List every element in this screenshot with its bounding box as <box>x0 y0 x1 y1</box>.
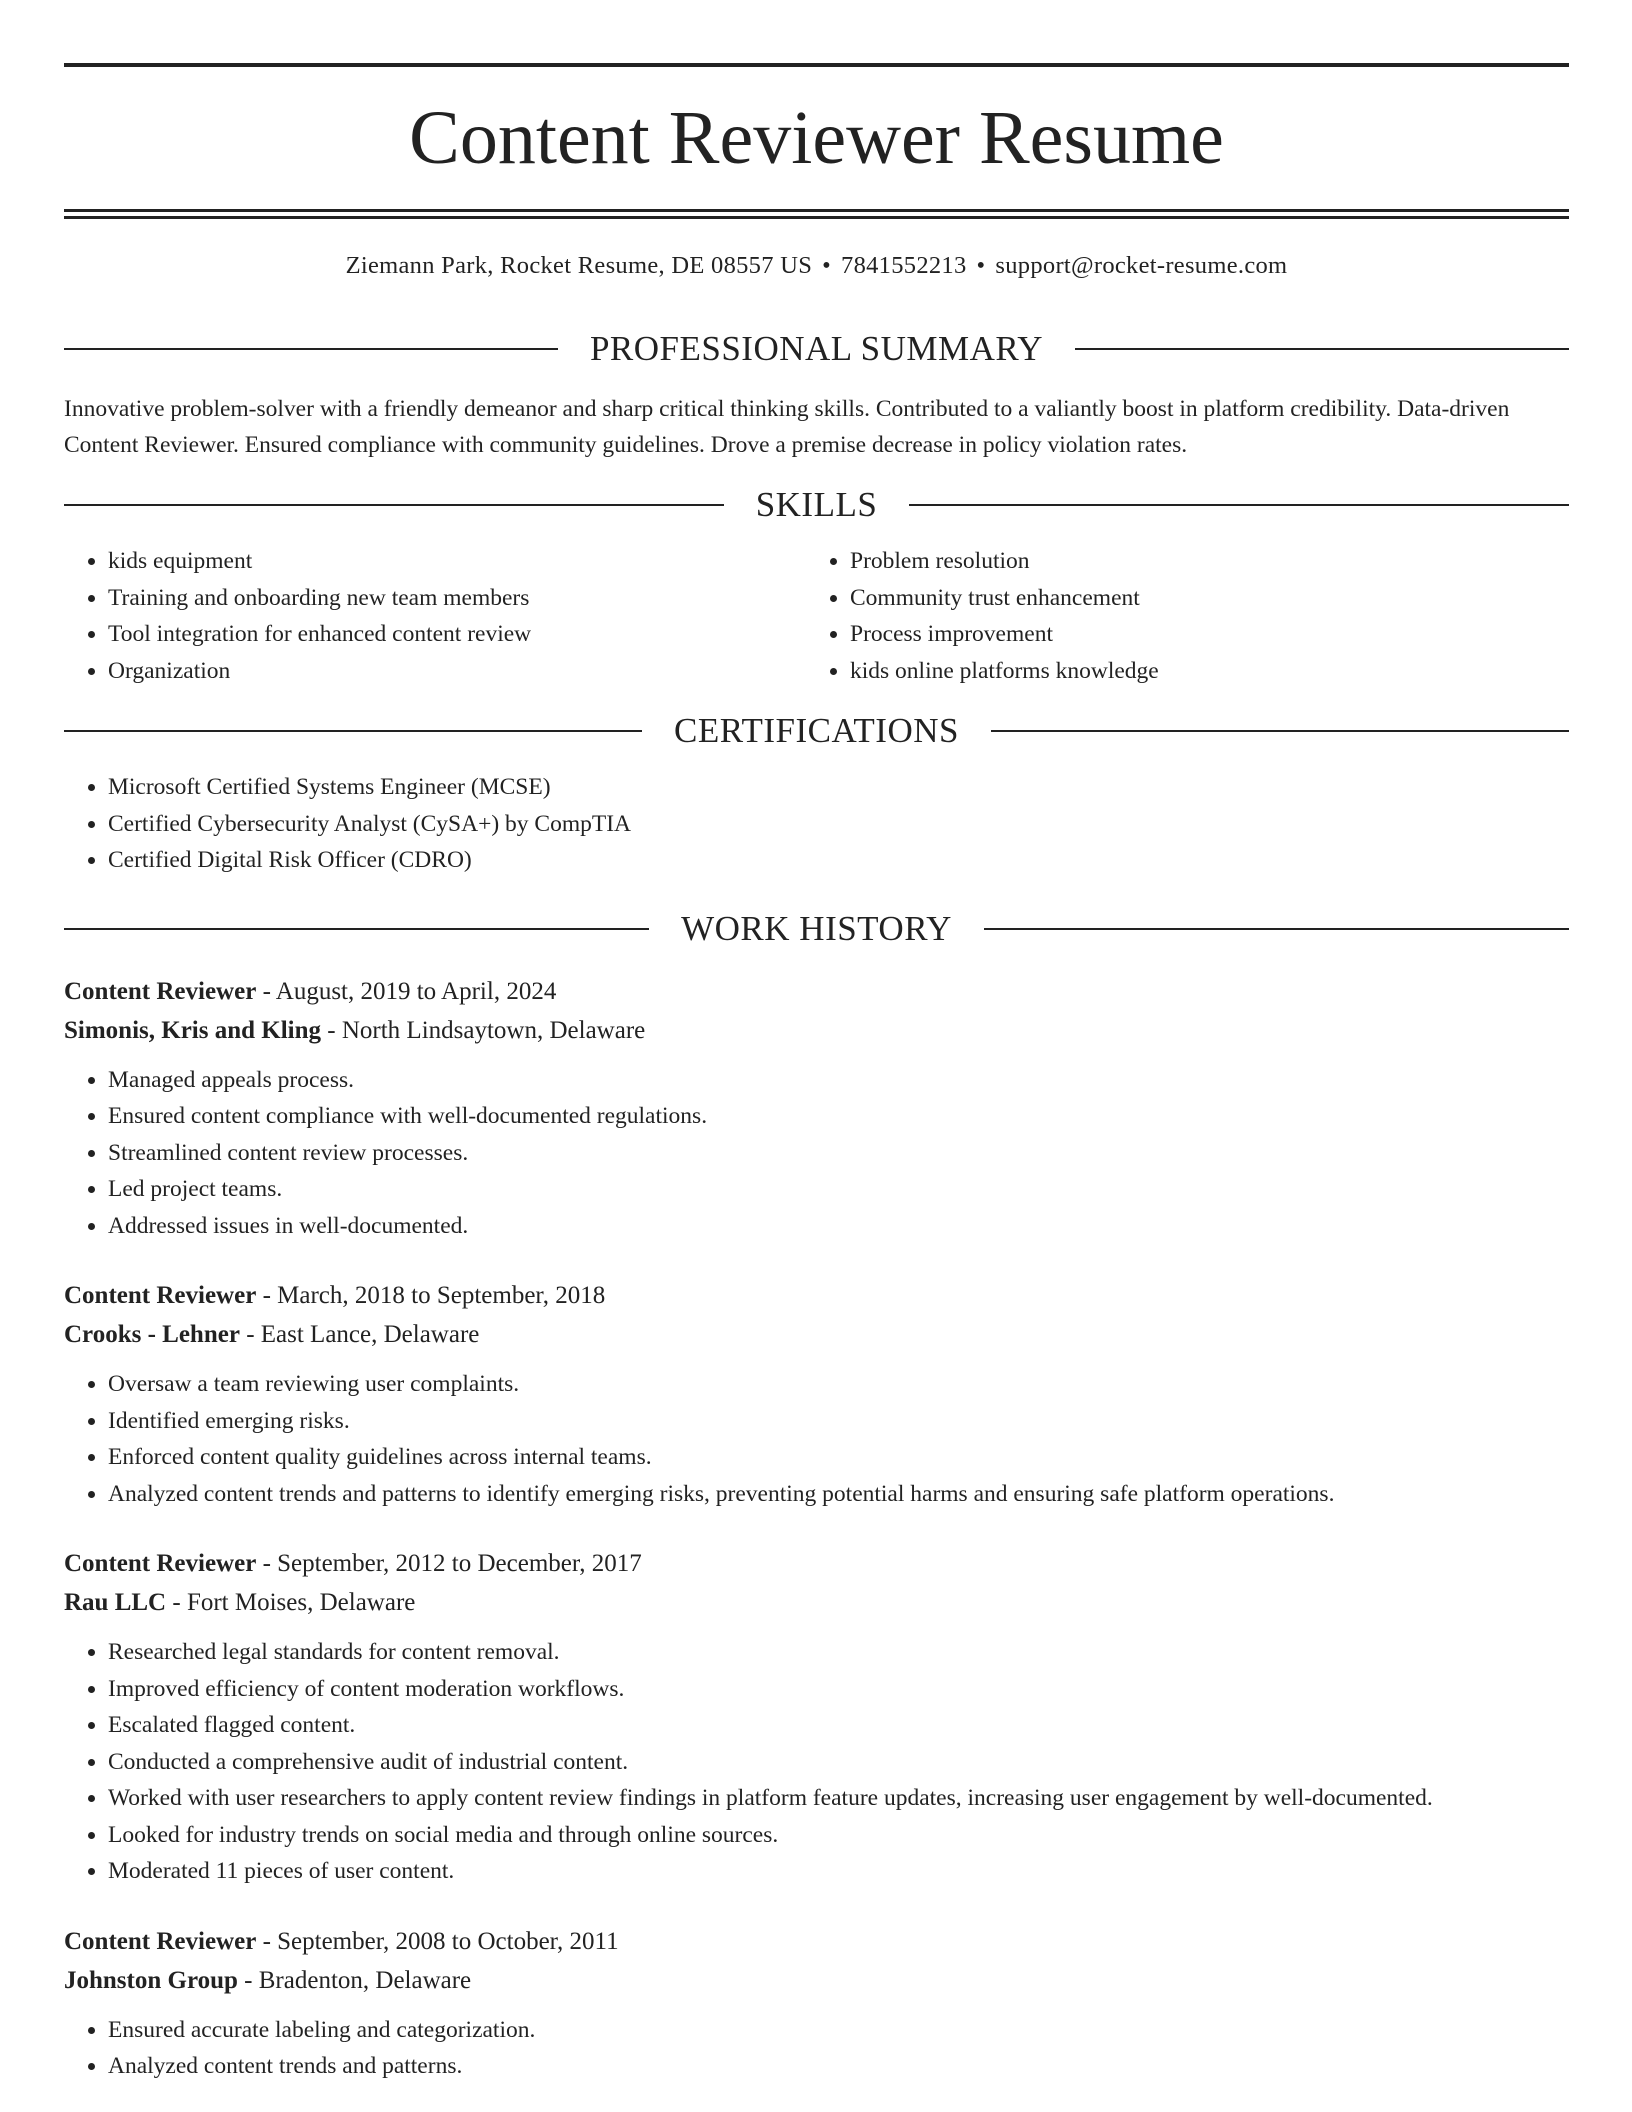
heading-rule-left <box>64 348 558 350</box>
job-company-line <box>64 1961 1569 2000</box>
job-company-line <box>64 1011 1569 1050</box>
contact-phone: 7841552213 <box>841 252 967 279</box>
skill-item: • kids equipment <box>108 543 806 580</box>
job-bullet: • Looked for industry trends on social media and through online sources. <box>108 1817 1569 1854</box>
top-rule <box>64 63 1569 67</box>
certification-item: • Certified Digital Risk Officer (CDRO) <box>108 842 1569 879</box>
job-bullet: • Conducted a comprehensive audit of industrial content. <box>108 1744 1569 1781</box>
section-heading-skills <box>64 485 1569 525</box>
job-company-line <box>64 1583 1569 1622</box>
section-heading-certifications <box>64 711 1569 751</box>
job-bullet: • Identified emerging risks. <box>108 1403 1569 1440</box>
section-heading-summary <box>64 329 1569 369</box>
job-bullet: • Moderated 11 pieces of user content. <box>108 1853 1569 1890</box>
job-location: - Fort Moises, Delaware <box>166 1589 416 1616</box>
job-title: Content Reviewer <box>64 1282 257 1309</box>
job-bullets <box>64 1634 1569 1890</box>
job-dates: - September, 2008 to October, 2011 <box>256 1927 619 1955</box>
job-bullet: • Worked with user researchers to apply content review findings in platform feature updates, increasing user engagement by well-documented. <box>108 1780 1569 1817</box>
job-company: Crooks - Lehner <box>64 1321 240 1348</box>
heading-rule-right <box>909 504 1569 506</box>
job-title-line <box>64 1276 1569 1315</box>
job-title: Content Reviewer <box>64 1550 257 1577</box>
heading-rule-right <box>991 730 1569 732</box>
job-title-line <box>64 972 1569 1011</box>
job-bullet: • Led project teams. <box>108 1171 1569 1208</box>
job-bullet: • Managed appeals process. <box>108 1062 1569 1099</box>
job-title: Content Reviewer <box>64 1927 257 1955</box>
certifications-list <box>64 769 1569 879</box>
job-title-line <box>64 1922 1569 1961</box>
job-bullet: • Ensured accurate labeling and categorization. <box>108 2012 1569 2049</box>
job-bullet: • Improved efficiency of content moderation workflows. <box>108 1671 1569 1708</box>
job-dates: - September, 2012 to December, 2017 <box>256 1550 642 1577</box>
job-title-line <box>64 1544 1569 1583</box>
job-location: - East Lance, Delaware <box>239 1321 480 1348</box>
job-entry <box>64 1922 1569 2085</box>
skill-item: • Process improvement <box>850 616 1548 653</box>
heading-rule-right <box>1075 348 1569 350</box>
job-bullet: • Analyzed content trends and patterns. <box>108 2048 1569 2085</box>
section-heading-work-history <box>64 909 1569 949</box>
job-entry <box>64 1544 1569 1890</box>
job-location: - Bradenton, Delaware <box>237 1966 472 1994</box>
job-bullet: • Oversaw a team reviewing user complaints. <box>108 1366 1569 1403</box>
section-title: PROFESSIONAL SUMMARY <box>589 329 1044 368</box>
heading-rule-left <box>64 928 649 930</box>
job-company: Rau LLC <box>64 1589 167 1616</box>
job-entry <box>64 1276 1569 1512</box>
resume-page <box>64 63 1569 2085</box>
contact-line <box>64 251 1569 281</box>
section-title: WORK HISTORY <box>681 908 952 948</box>
heading-rule-right <box>984 928 1569 930</box>
certification-item: • Certified Cybersecurity Analyst (CySA+) by CompTIA <box>108 806 1569 843</box>
heading-rule-left <box>64 730 642 732</box>
summary-text: Innovative problem-solver with a friendly demeanor and sharp critical thinking skills. Contributed to a valiantly boost in platform credibility. Data-driven Content Reviewer. Ensured compliance with community guidelines. Drove a premise decrease in policy violation rates. <box>64 396 1510 458</box>
job-company: Simonis, Kris and Kling <box>64 1016 322 1044</box>
skills-list <box>64 543 1569 689</box>
page-title: Content Reviewer Resume <box>409 96 1224 180</box>
skill-item: • kids online platforms knowledge <box>850 653 1548 690</box>
certification-item: • Microsoft Certified Systems Engineer (MCSE) <box>108 769 1569 806</box>
job-company-line <box>64 1315 1569 1354</box>
job-company: Johnston Group <box>64 1966 238 1994</box>
job-bullet: • Streamlined content review processes. <box>108 1135 1569 1172</box>
job-title: Content Reviewer <box>64 977 257 1005</box>
job-bullet: • Enforced content quality guidelines across internal teams. <box>108 1439 1569 1476</box>
job-location: - North Lindsaytown, Delaware <box>321 1016 646 1044</box>
job-dates: - August, 2019 to April, 2024 <box>256 977 557 1005</box>
job-bullet: • Escalated flagged content. <box>108 1707 1569 1744</box>
skill-item: • Organization <box>108 653 806 690</box>
job-bullet: • Addressed issues in well-documented. <box>108 1208 1569 1245</box>
job-bullets <box>64 1366 1569 1512</box>
contact-separator: • <box>976 252 986 279</box>
job-bullets <box>64 1062 1569 1245</box>
job-bullet: • Ensured content compliance with well-documented regulations. <box>108 1098 1569 1135</box>
skill-item: • Community trust enhancement <box>850 580 1548 617</box>
job-bullets <box>64 2012 1569 2085</box>
section-title: CERTIFICATIONS <box>674 711 959 750</box>
section-title: SKILLS <box>755 485 878 524</box>
job-entry <box>64 972 1569 1245</box>
skill-item: • Problem resolution <box>850 543 1548 580</box>
contact-address: Ziemann Park, Rocket Resume, DE 08557 US <box>345 252 813 279</box>
contact-email: support@rocket-resume.com <box>995 252 1288 279</box>
contact-separator: • <box>822 252 832 279</box>
heading-rule-left <box>64 504 724 506</box>
skills-column-right <box>806 543 1548 689</box>
job-bullet: • Researched legal standards for content removal. <box>108 1634 1569 1671</box>
skills-column-left <box>64 543 806 689</box>
job-dates: - March, 2018 to September, 2018 <box>256 1282 606 1309</box>
skill-item: • Training and onboarding new team members <box>108 580 806 617</box>
title-double-rule <box>64 209 1569 219</box>
skill-item: • Tool integration for enhanced content review <box>108 616 806 653</box>
job-bullet: • Analyzed content trends and patterns to identify emerging risks, preventing potential harms and ensuring safe platform operations. <box>108 1476 1569 1513</box>
